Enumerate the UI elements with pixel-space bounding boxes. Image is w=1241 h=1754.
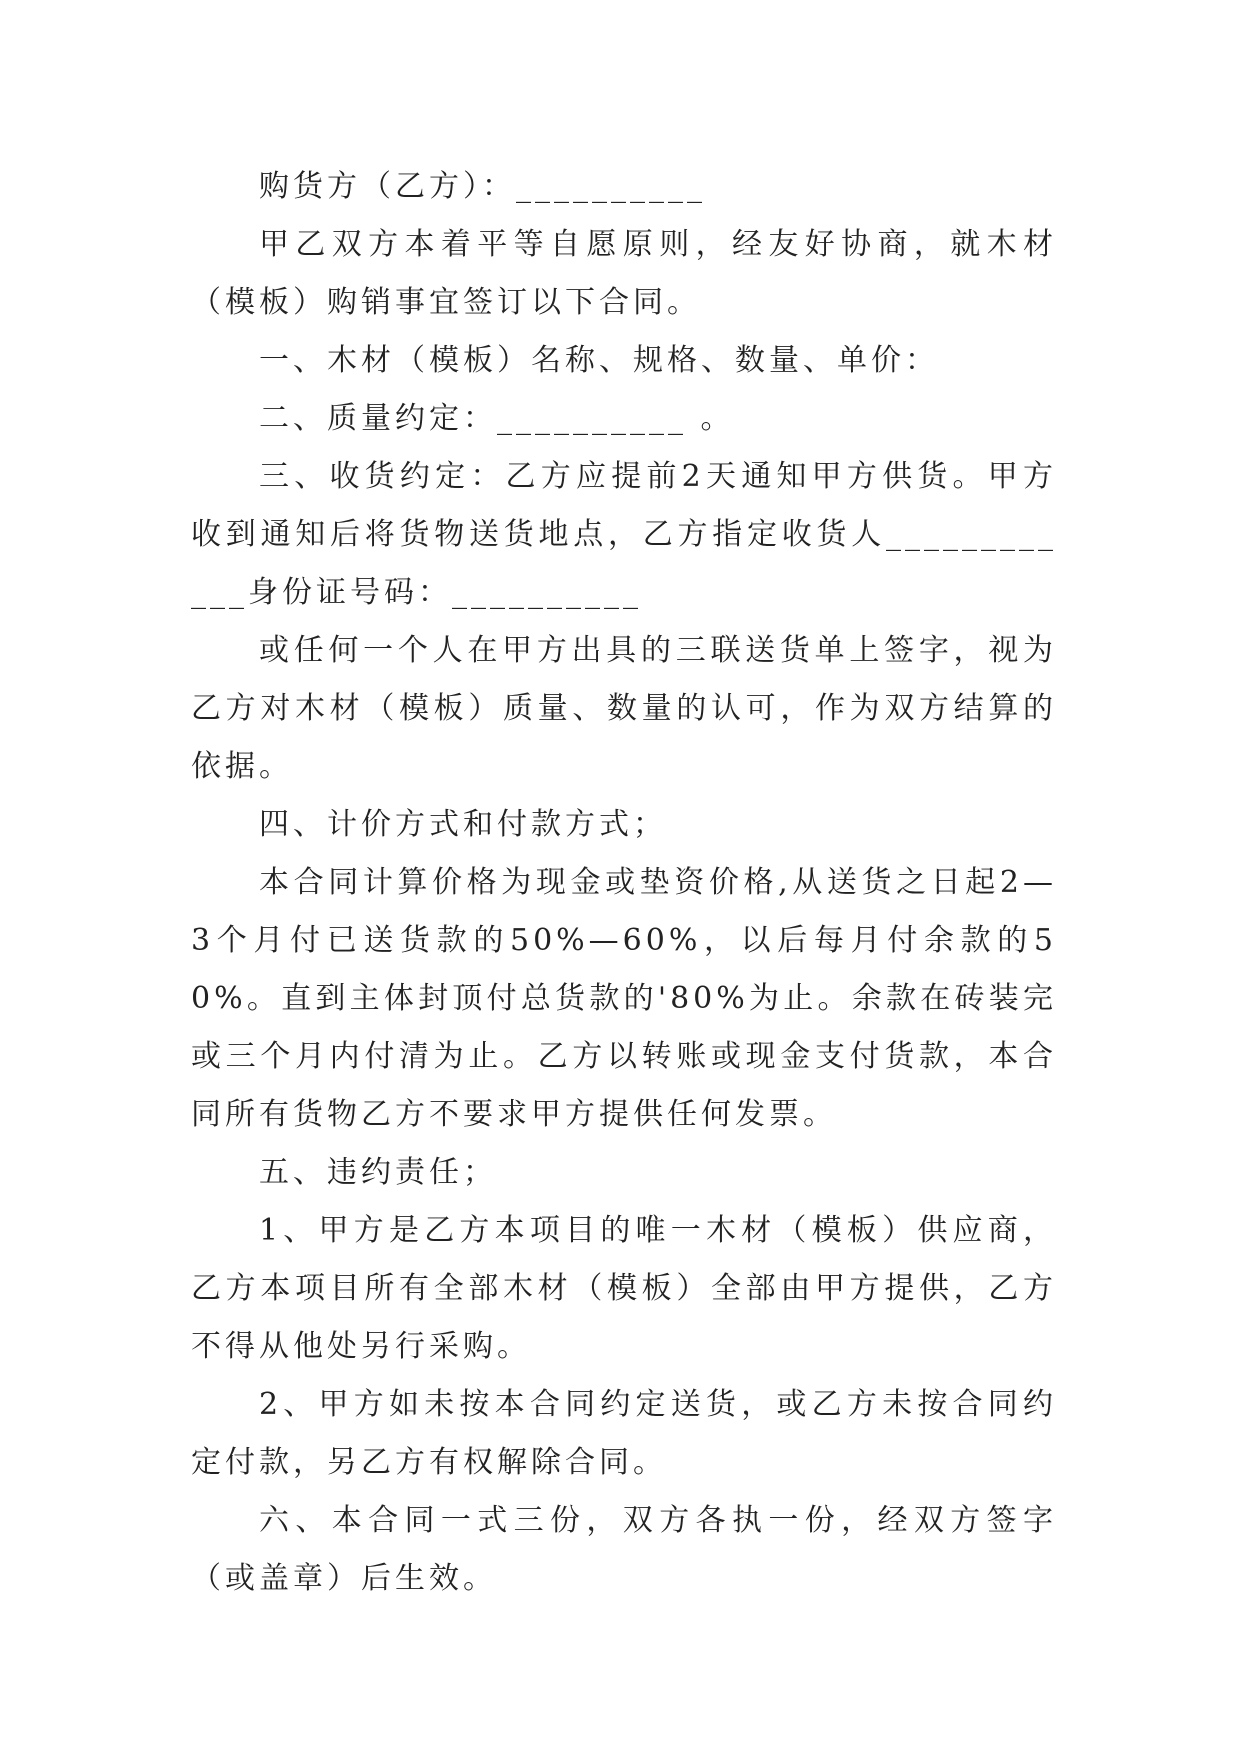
clause-5-item-1: 1、甲方是乙方本项目的唯一木材（模板）供应商，乙方本项目所有全部木材（模板）全部由甲方提供，乙方不得从他处另行采购。 (191, 1213, 1057, 1364)
clause-5-heading: 五、违约责任； (259, 1155, 497, 1190)
preamble-paragraph: 甲乙双方本着平等自愿原则，经友好协商，就木材（模板）购销事宜签订以下合同。 (191, 227, 1057, 320)
clause-1-heading: 一、木材（模板）名称、规格、数量、单价： (259, 343, 939, 378)
clause-3-continuation: 或任何一个人在甲方出具的三联送货单上签字，视为乙方对木材（模板）质量、数量的认可，作为双方结算的依据。 (191, 633, 1057, 784)
contract-body (191, 158, 1057, 1608)
clause-5-item-2: 2、甲方如未按本合同约定送货，或乙方未按合同约定付款，另乙方有权解除合同。 (191, 1387, 1057, 1480)
clause-3-receiving: 三、收货约定：乙方应提前2天通知甲方供货。甲方收到通知后将货物送货地点，乙方指定收货人____________身份证号码：__________ (191, 459, 1057, 610)
clause-4-payment: 本合同计算价格为现金或垫资价格,从送货之日起2—3个月付已送货款的50%—60%，以后每月付余款的50%。直到主体封顶付总货款的'80%为止。余款在砖装完或三个月内付清为止。乙方以转账或现金支付货款，本合同所有货物乙方不要求甲方提供任何发票。 (191, 865, 1057, 1132)
clause-4-heading: 四、计价方式和付款方式； (259, 807, 667, 842)
clause-6-effect: 六、本合同一式三份，双方各执一份，经双方签字（或盖章）后生效。 (191, 1503, 1057, 1596)
clause-2-quality: 二、质量约定：__________ 。 (259, 401, 735, 436)
buyer-party-line: 购货方（乙方）：__________ (259, 169, 706, 204)
